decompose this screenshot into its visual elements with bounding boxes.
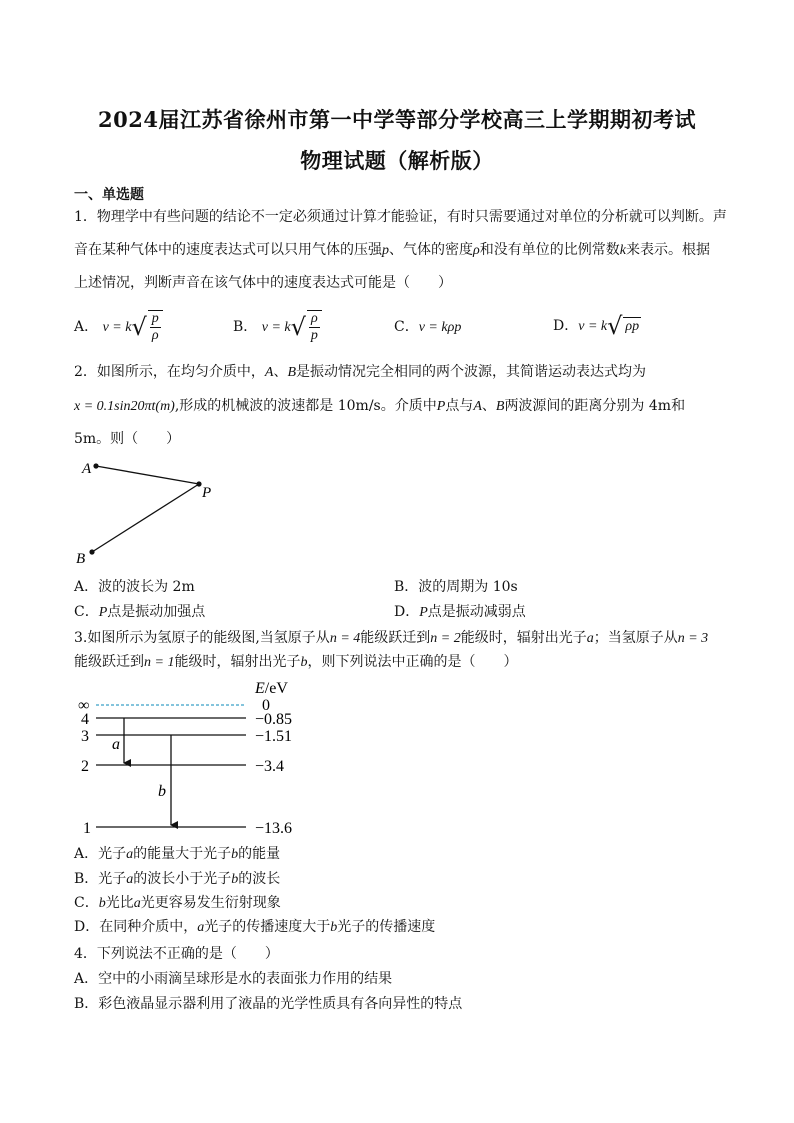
q3-option-c: C．b光比a光更容易发生衍射现象 <box>74 895 281 911</box>
axis-label: E/eV <box>255 680 288 697</box>
q1-line-2: 音在某种气体中的速度表达式可以只用气体的压强p、气体的密度ρ和没有单位的比例常数k来表示。根据 <box>74 242 710 258</box>
q4-option-a: A．空中的小雨滴呈球形是水的表面张力作用的结果 <box>74 971 393 987</box>
q2-option-b: B．波的周期为 10s <box>394 579 518 595</box>
segment-ap <box>96 466 199 484</box>
q2-option-a: A．波的波长为 2m <box>74 579 195 595</box>
level-2-energy: −3.4 <box>255 758 285 775</box>
q1-option-c: C．v = kρp <box>394 319 462 335</box>
q1-option-b: B． v = k√ $\frac{\rho}{p}$ <box>233 310 322 344</box>
level-1-energy: −13.6 <box>255 820 293 837</box>
level-1-n: 1 <box>83 820 91 837</box>
transition-a-label: a <box>112 736 120 753</box>
point-b <box>89 549 94 554</box>
q1-option-d: D．v = k√ ρp <box>553 312 640 340</box>
q3-option-d: D．在同种介质中，a光子的传播速度大于b光子的传播速度 <box>74 919 436 935</box>
section-heading: 一、单选题 <box>74 187 144 203</box>
label-b: B <box>76 551 86 567</box>
point-a <box>93 463 98 468</box>
q3-option-b: B．光子a的波长小于光子b的波长 <box>74 871 281 887</box>
transition-b-label: b <box>158 783 166 800</box>
q2-option-d: D．P点是振动减弱点 <box>394 604 526 620</box>
level-2-n: 2 <box>81 758 89 775</box>
label-p: P <box>202 485 212 501</box>
q4-option-b: B．彩色液晶显示器利用了液晶的光学性质具有各向异性的特点 <box>74 996 463 1012</box>
q4-stem: 4．下列说法不正确的是（ ） <box>74 946 279 962</box>
q3-line-2: 能级跃迁到n = 1能级时，辐射出光子b，则下列说法中正确的是（ ） <box>74 654 518 670</box>
q2-line-3: 5m。则（ ） <box>74 431 181 447</box>
energy-level-diagram <box>74 676 314 840</box>
level-4-n: 4 <box>81 711 89 728</box>
q2-line-1: 2．如图所示，在均匀介质中，A、B是振动情况完全相同的两个波源，其简谐运动表达式均为 <box>74 364 647 380</box>
q2-line-2: x = 0.1sin20πt(m),形成的机械波的波速都是 10m/s。介质中P点与A、B两波源间的距离分别为 4m和 <box>74 398 686 414</box>
q2-option-c: C．P点是振动加强点 <box>74 604 206 620</box>
level-3-n: 3 <box>81 728 89 745</box>
title-line-2: 物理试题（解析版） <box>300 148 494 173</box>
q1-line-3: 上述情况，判断声音在该气体中的速度表达式可能是（ ） <box>74 275 452 291</box>
level-inf-n: ∞ <box>78 697 90 714</box>
q2-wave-figure <box>74 455 234 570</box>
level-inf-energy: 0 <box>262 697 270 714</box>
segment-bp <box>92 484 199 552</box>
level-4-energy: −0.85 <box>255 711 293 728</box>
q1-line-1: 1．物理学中有些问题的结论不一定必须通过计算才能验证，有时只需要通过对单位的分析就可以判断。声 <box>74 209 727 225</box>
label-a: A <box>82 461 92 477</box>
q3-line-1: 3.如图所示为氢原子的能级图,当氢原子从n = 4能级跃迁到n = 2能级时，辐射出光子a；当氢原子从n = 3 <box>74 630 709 646</box>
title-line-1: 2024届江苏省徐州市第一中学等部分学校高三上学期期初考试 <box>98 107 696 132</box>
q1-option-a: A． v = k√ $\frac{p}{\rho}$ <box>74 310 163 344</box>
point-p <box>196 481 201 486</box>
level-3-energy: −1.51 <box>255 728 293 745</box>
q3-option-a: A．光子a的能量大于光子b的能量 <box>74 846 281 862</box>
